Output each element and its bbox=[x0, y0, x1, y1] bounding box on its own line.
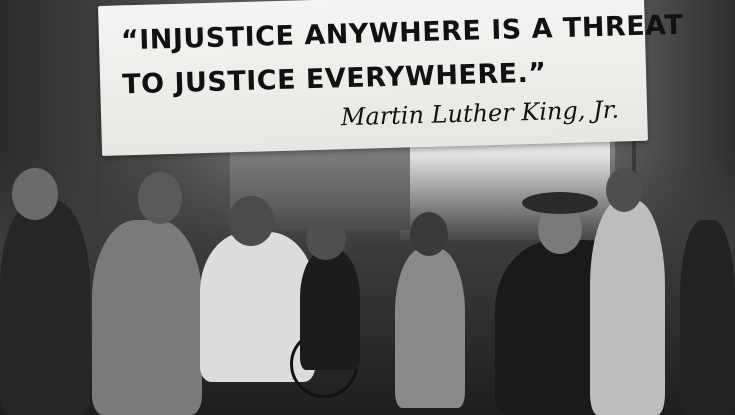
protest-banner bbox=[98, 0, 684, 156]
marcher-man-folder bbox=[92, 220, 202, 415]
marcher-man-folder-head bbox=[138, 172, 182, 224]
marcher-hat-dark-head bbox=[306, 218, 346, 260]
marcher-right-raised-arm bbox=[590, 200, 665, 415]
marcher-right-raised-arm-head bbox=[606, 168, 642, 212]
banner-text-line-1: “INJUSTICE ANYWHERE IS A THREAT bbox=[120, 9, 684, 57]
marcher-hat-dark bbox=[300, 250, 360, 370]
marcher-left-woman bbox=[0, 200, 90, 415]
banner-text-line-2: TO JUSTICE EVERYWHERE.” bbox=[121, 57, 547, 101]
wheelchair-user-center-head bbox=[410, 212, 448, 256]
marcher-far-right bbox=[680, 220, 735, 415]
cowboy-hat bbox=[522, 192, 598, 214]
marcher-left-woman-head bbox=[12, 168, 58, 220]
banner-attribution: Martin Luther King, Jr. bbox=[340, 95, 620, 132]
wheelchair-user-center bbox=[395, 248, 465, 408]
wheelchair-user-white-shirt-head bbox=[228, 196, 274, 246]
